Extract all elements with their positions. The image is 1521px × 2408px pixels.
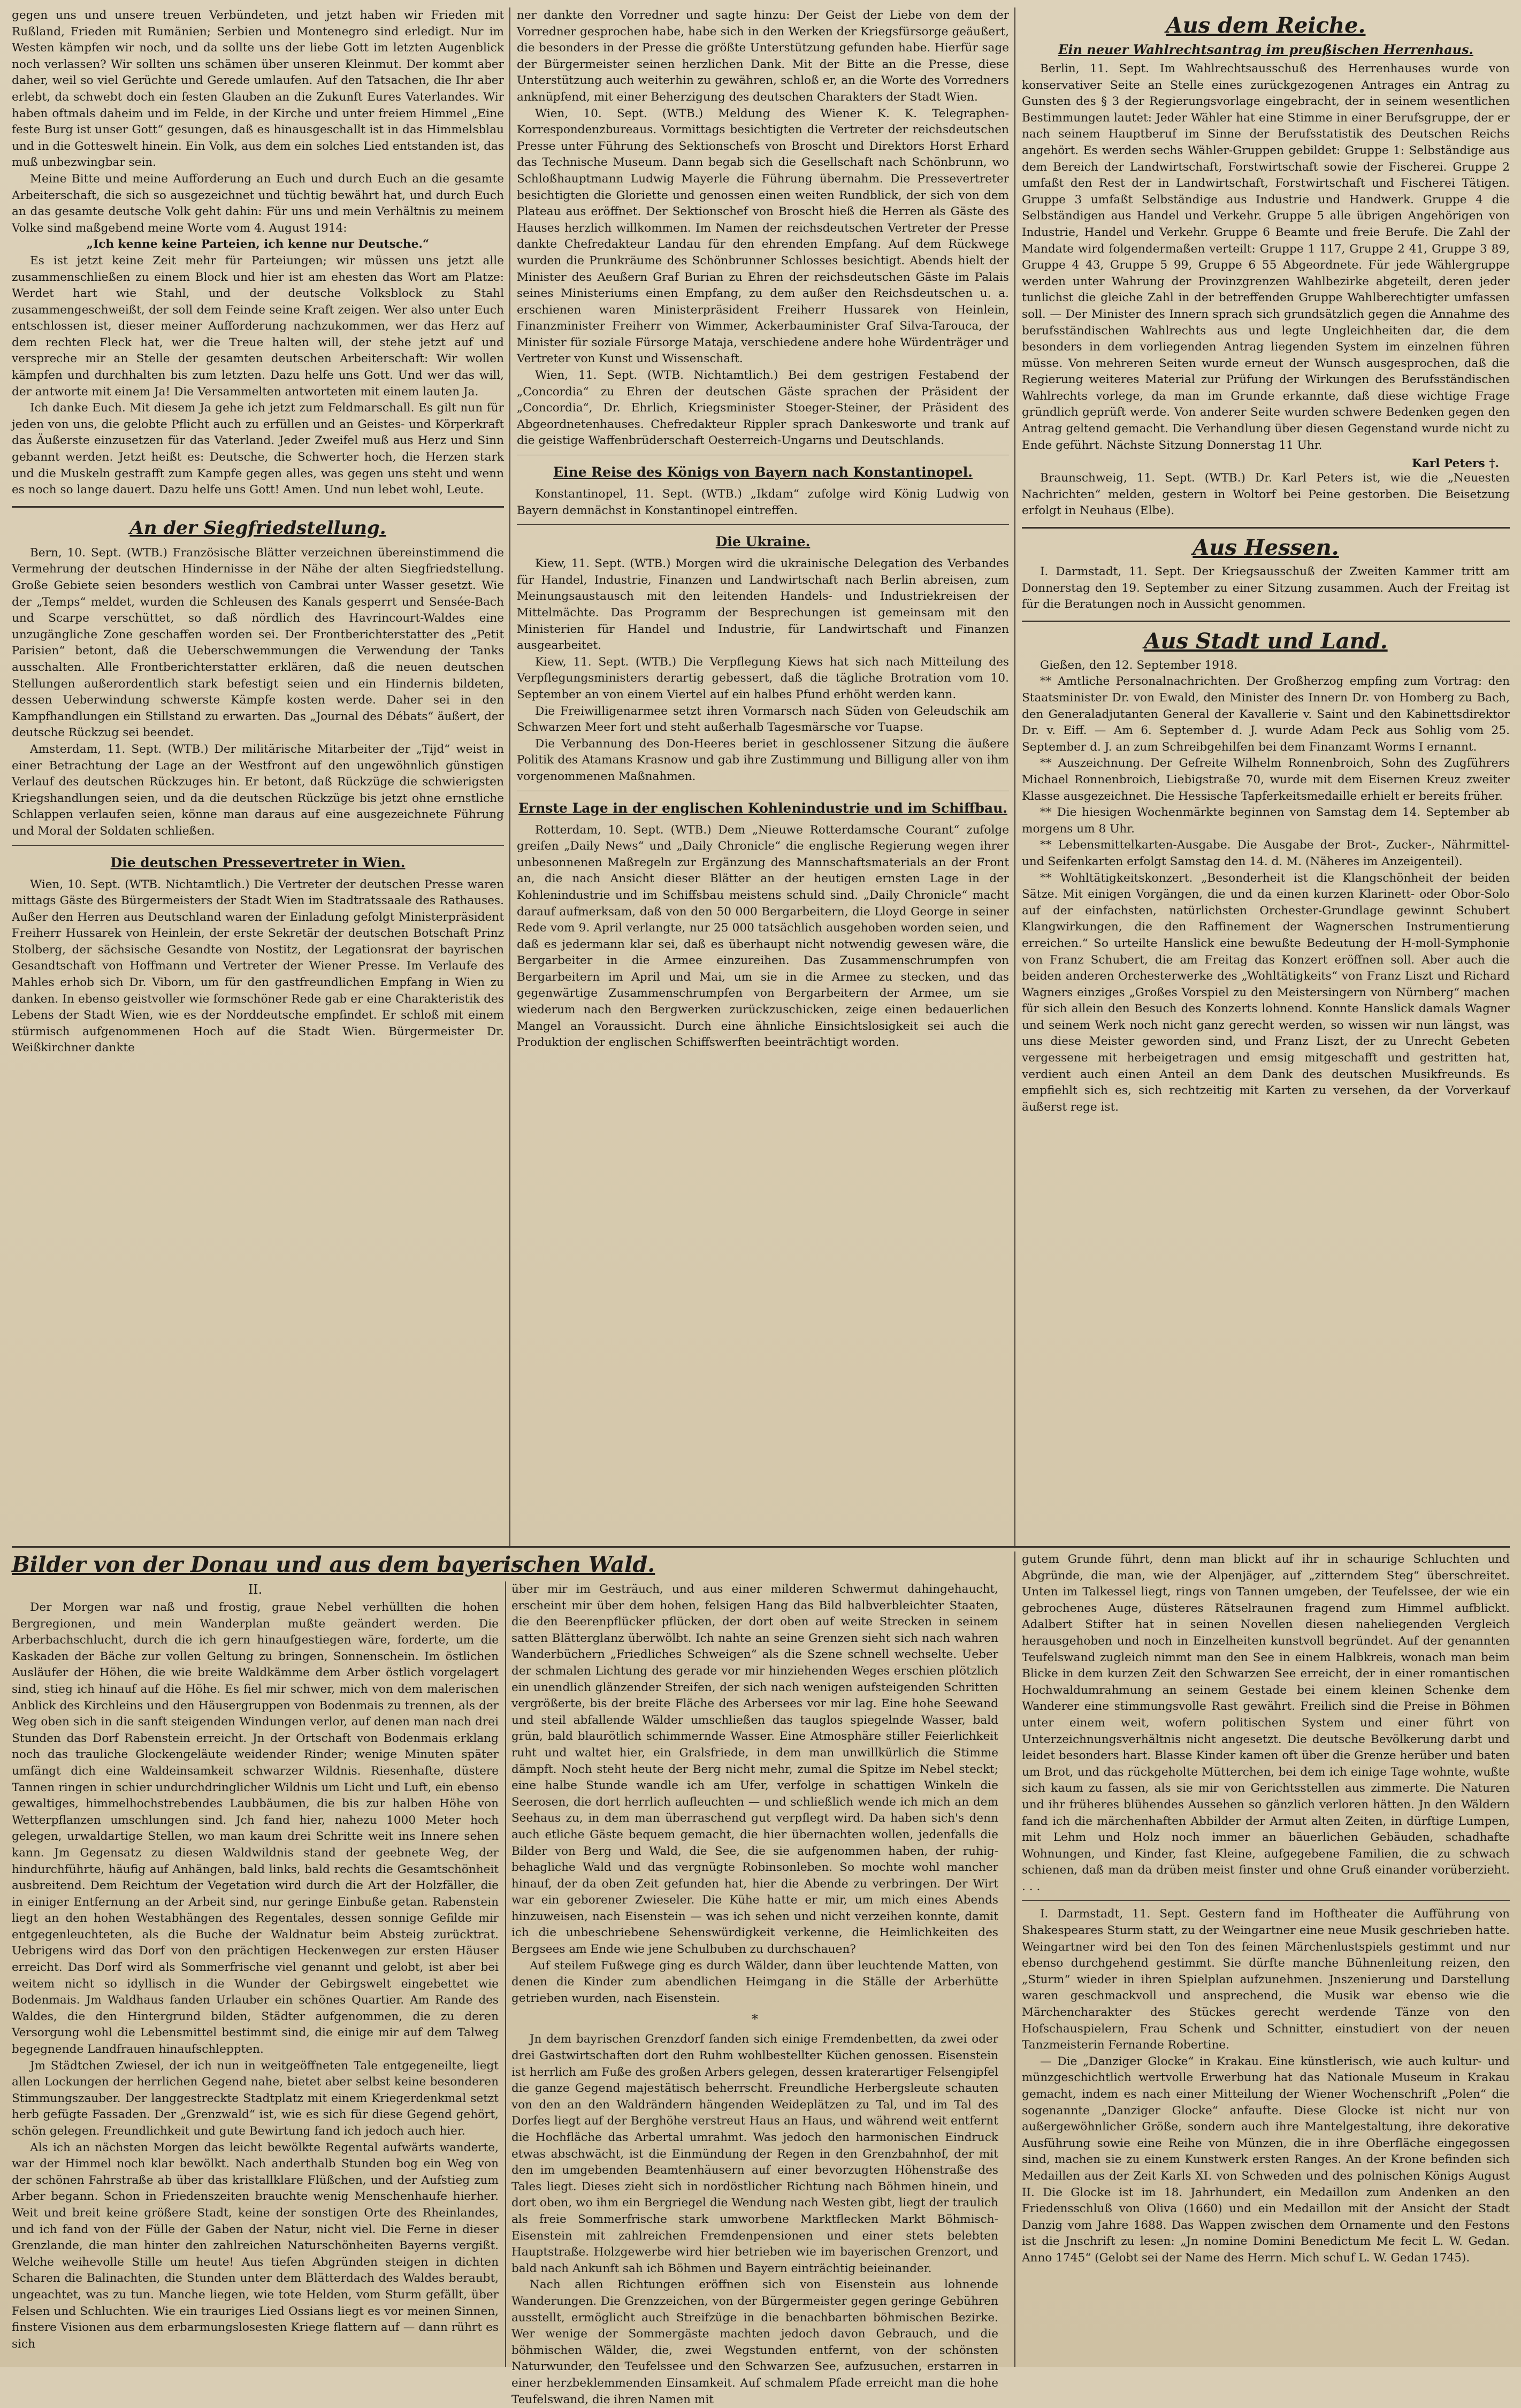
feuilleton-paragraph: gutem Grunde führt, denn man blickt auf ihr in schaurige Schluchten und Abgründe, die man, wie der Alpenjäger, auf „zitterndem Steg“ überschreitet. Unten im Talkessel liegt, rings von Tannen umgeben, der Teufelssee, der wie ein gebrochenes Auge, düsteres Rätselraunen fragend zum Himmel aufblickt. Adalbert Stifter hat in seinen Novellen diesen naheliegenden Vergleich herausgehoben und noch in Einzelheiten kunstvoll begründet. Auf der genannten Teufelswand zugleich nimmt man den See in einem Halbkreis, wonach man beim Blicke in dem kurzen Zeit den Schwarzen See erreicht, der in einer romantischen Hochwaldumrahmung an seinem Gestade bei einem kleinen Schenke dem Wanderer eine stimmungsvolle Rast gewährt. Freilich sind die Preise in Böhmen unter einem weit, wofern politischen System und einer führt von Unterzeichnungsverhältnis nicht angesetzt. Die deutsche Bevölkerung darbt und leidet besonders hart. Blasse Kinder kamen oft über die Grenze herüber und baten um Brot, und das rückgeholte Mütterchen, bei dem ich einige Tage wohnte, wußte sich kaum zu fassen, als sie mir von Gerichtsstellen aus zimmerte. Die Naturen und ihr früheres blühendes Aussehen so gänzlich verloren hätten. Jn den Wäldern fand ich die märchenhaften Abbilder der Armut alten Zeiten, in dürftige Lumpen, mit Lehm und Holz noch immer an bäuerlichen Gebäuden, schadhafte Wohnungen, und Kinder, fast Kleine, aufgegebene Familien, die zu schwach schienen, daß man da drüben meist finster und ohne Gruß einander vorüberzieht. . . . xyxy=(1022,1553,1510,1893)
article-paragraph: ** Wohltätigkeitskonzert. „Besonderheit ist die Klangschönheit der beiden Sätze. Mit einigen Vorgängen, die und da einen kurzen Klarinett- oder Obor-Solo auf der einfachsten, natürlichsten Orchester-Grundlage gewinnt Schubert Klangwirkungen, die den Raffinement der Wagnerschen Instrumentierung erreichen.“ So urteilte Hanslick eine bewußte Bedeutung der H-moll-Symphonie von Franz Schubert, die am Freitag das Konzert eröffnen soll. Aber auch die beiden anderen Orchesterwerke des „Wohltätigkeits“ von Franz Liszt und Richard Wagners einziges „Großes Vorspiel zu den Meistersingern von Nürnberg“ machen für sich allein den Besuch des Konzerts lohnend. Konnte Hanslick damals Wagner und seinem Werk noch nicht ganz gerecht werden, so wissen wir nun längst, was uns diese Meister geworden sind, und Franz Liszt, der zu Unrecht Gebeten vergessene mit herbeigetragen und emsig mitgeschafft und gestritten hat, verdient auch einen Anteil an dem Dank des deutschen Musikfreunds. Es empfiehlt sich es, sich rechtzeitig mit Karten zu versehen, da der Vorverkauf äußerst rege ist. xyxy=(1022,871,1510,1114)
feuilleton-paragraph: Als ich an nächsten Morgen das leicht bewölkte Regental aufwärts wanderte, war der Himmel noch klar bewölkt. Nach anderthalb Stunden bog ein Weg von der schönen Fahrstraße ab über das kristallklare Flüßchen, und der Aufstieg zum Arber begann. Schon in Friedenszeiten brauchte wenig Menschenhaufe hierher. Weit und breit keine größere Stadt, keine der sonstigen Orte des Rheinlandes, und ich fand von der Fülle der Gaben der Natur, nicht viel. Die Ferne in dieser Grenzlande, die man hinter den zahlreichen Naturschönheiten Bayerns vergißt. Welche weihevolle Stille um heute! Aus tiefen Abgründen steigen in dichten Scharen die Balinachten, die Stunden unter dem Blätterdach des Waldes beraubt, ungeachtet, was zu tun. Manche liegen, wie tote Helden, vom Sturm gefällt, über Felsen und Schluchten. Wie ein trauriges Lied Ossians liegt es vor meinen Sinnen, finstere Visionen aus dem erbarmungslosesten Kriege flattern auf — dann rührt es sich xyxy=(12,2141,499,2351)
feuilleton-paragraph: Der Morgen war naß und frostig, graue Nebel verhüllten die hohen Bergregionen, und mein Wanderplan mußte geändert werden. Die Arberbachschlucht, durch die ich gern hinaufgestiegen wäre, forderte, um die Kaskaden der Bäche zur vollen Geltung zu bringen, Sonnenschein. Im östlichen Ausläufer der Höhen, die wie breite Waldkämme dem Arber östlich vorgelagert sind, stieg ich hinauf auf die Höhe. Es fiel mir schwer, mich von dem malerischen Anblick des Kirchleins und den Häusergruppen von Bodenmais zu trennen, als der Weg oben sich in die sanft steigenden Windungen verlor, auf denen man nach drei Stunden das Dorf Rabenstein erreicht. Jn der Ortschaft von Bodenmais erklang noch das trauliche Glockengeläute weidender Rinder; wenige Minuten später umfängt dich eine Waldeinsamkeit schwarzer Wildnis. Riesenhafte, düstere Tannen ringen in schier undurchdringlicher Wildnis um Licht und Luft, ein ebenso gewaltiges, himmelhochstrebendes Laubbäumen, die bis zur halben Höhe von Wetterpflanzen umschlungen sind. Jch fand hier, nahezu 1000 Meter hoch gelegen, urwaldartige Stellen, wo man kaum drei Schritte weit ins Innere sehen kann. Jm Gegensatz zu diesen Waldwildnis stand der geebnete Weg, der hindurchführte, häufig auf Anhängen, bald links, bald rechts die Gesamtschönheit ausbreitend. Dem Reichtum der Vegetation wird durch die Art der Holzfäller, die in einiger Entfernung an der Arbeit sind, nur geringe Einbuße getan. Rabenstein liegt an den hohen Westabhängen des Regentales, dessen sonnige Gefilde mir entgegenleuchteten, als die Buche der Waldnatur beim Absteig zurücktrat. Uebrigens wird das Dorf von den prächtigen Heckenwegen zur ersten Häuser erreicht. Das Dorf wird als Sommerfrische viel genannt und gelobt, ist aber bei weitem nicht so idyllisch in die Wunder der Gebirgswelt eingebettet wie Bodenmais. Jm Waldhaus fanden Urlauber ein schönes Quartier. Am Rande des Waldes, die den Hintergrund bilden, Städter aufgenommen, die zu deren Versorgung wohl die Lebensmittel bestimmt sind, die einige mir auf dem Talweg begegnende Landfrauen hinaufschleppten. xyxy=(12,1601,499,2057)
feuilleton-column-1 xyxy=(12,1581,499,2367)
article-paragraph: ner dankte den Vorredner und sagte hinzu: Der Geist der Liebe von dem der Vorredner gesprochen habe, habe sich in den Werken der Kriegsfürsorge geäußert, die besonders in der Presse die größte Unterstützung gefunden habe. Hierfür sage der Bürgermeister seinen herzlichen Dank. Mit der Bitte an die Presse, diese Unterstützung auch weiterhin zu gewähren, schloß er, an die Worte des Vorredners anknüpfend, mit einer Beherzigung des deutschen Charakters der Stadt Wien. xyxy=(517,9,1009,104)
article-paragraph: — Die „Danziger Glocke“ in Krakau. Eine künstlerisch, wie auch kultur- und münzgeschichtlich wertvolle Erwerbung hat das Nationale Museum in Krakau gemacht, indem es nach einer Mitteilung der Wiener Wochenschrift „Polen“ die sogenannte „Danziger Glocke“ anfaufte. Diese Glocke ist nicht nur von außergewöhnlicher Größe, sondern auch ihre Mantelgestaltung, ihre dekorative Ausführung sowie eine Reihe von Münzen, die in ihre Oberfläche eingegossen sind, machen sie zu einem Kunstwerk ersten Ranges. An der Krone befinden sich Medaillen aus der Zeit Karls XI. von Schweden und des polnischen Königs August II. Die Glocke ist im 18. Jahrhundert, ein Medaillon zum Andenken an den Friedensschluß von Oliva (1660) und ein Medaillon mit der Ansicht der Stadt Danzig vom Jahre 1688. Das Wappen zwischen dem Ornamente und den Festons ist die Jnschrift zu lesen: „Jn nomine Domini Benedictum Me fecit L. W. Gedan. Anno 1745“ (Gelobt sei der Name des Herrn. Mich schuf L. W. Gedan 1745). xyxy=(1022,2054,1510,2265)
section-separator: * xyxy=(752,2012,758,2027)
headline-reise-koenig: Eine Reise des Königs von Bayern nach Konstantinopel. xyxy=(553,464,973,480)
feuilleton-paragraph: Auf steilem Fußwege ging es durch Wälder, dann über leuchtende Matten, von denen die Kinder zum abendlichen Heimgang in die Ställe der Arberhütte getrieben wurden, nach Eisenstein. xyxy=(511,1959,998,2005)
article-paragraph: Wien, 10. Sept. (WTB.) Meldung des Wiener K. K. Telegraphen-Korrespondenzbureaus. Vormittags besichtigten die Vertreter der reichsdeutschen Presse unter Führung des Sektionschefs von Broscht und Direktors Horst Erhard das Technische Museum. Dann begab sich die Gesellschaft nach Schönbrunn, wo Schloßhauptmann Ludwig Mayerle die Führung übernahm. Die Pressevertreter besichtigten die Gloriette und genossen einen weiten Rundblick, der sich von dem Plateau aus eröffnet. Der Sektionschef von Broscht hieß die Herren als Gäste des Hauses herzlich willkommen. Im Namen der reichsdeutschen Vertreter der Presse dankte Chefredakteur Landau für den ehrenden Empfang. Auf dem Rückwege wurden die Prunkräume des Schönbrunner Schlosses besichtigt. Abends hielt der Minister des Aeußern Graf Burian zu Ehren der reichsdeutschen Gäste im Palais seines Ministeriums einen Empfang, zu dem außer den Reichsdeutschen u. a. erschienen waren Ministerpräsident Freiherr Hussarek von Heinlein, Finanzminister Freiherr von Wimmer, Ackerbauminister Graf Silva-Tarouca, der Minister für soziale Fürsorge Mataja, verschiedene andere hohe Würdenträger und Vertreter von Kunst und Wissenschaft. xyxy=(517,106,1009,366)
article-paragraph: Berlin, 11. Sept. Im Wahlrechtsausschuß des Herrenhauses wurde von konservativer Seite an Stelle eines zurückgezogenen Antrages ein Antrag zu Gunsten des § 3 der Regierungsvorlage eingebracht, der in seinem wesentlichen Bestimmungen lautet: Jeder Wähler hat eine Stimme in einer Berufsgruppe, der er nach seinem Hauptberuf im Sinne der Berufsstatistik des Deutschen Reichs angehört. Es werden sechs Wähler-Gruppen gebildet: Gruppe 1: Selbständige aus dem Bereich der Landwirtschaft, Forstwirtschaft sowie der Fischerei. Gruppe 2 umfaßt den Rest der in Landwirtschaft, Forstwirtschaft und Fischerei Tätigen. Gruppe 3 umfaßt Selbständige aus Industrie und Handwerk. Gruppe 4 die Selbständigen aus Handel und Verkehr. Gruppe 5 alle übrigen Angehörigen von Industrie, Handel und Verkehr. Gruppe 6 Beamte und freie Berufe. Die Zahl der Mandate wird folgendermaßen verteilt: Gruppe 1 117, Gruppe 2 41, Gruppe 3 89, Gruppe 4 43, Gruppe 5 99, Gruppe 6 55 Abgeordnete. Für jede Wählergruppe werden unter Wahrung der Provinzgrenzen Wahlbezirke abgeteilt, deren jeder tunlichst die gleiche Zahl in der betreffenden Gruppe Wahlberechtigter umfassen soll. — Der Minister des Innern sprach sich grundsätzlich gegen die Annahme des berufsständischen Wahlrechts aus und legte Ungleichheiten dar, die dem besonders in dem vorliegenden Antrag liegenden System im einzelnen führen müsse. Von mehreren Seiten wurde erneut der Wunsch ausgesprochen, daß die Regierung weiteres Material zur Prüfung der Wirkungen des Berufsständischen Wahlrechts vorlege, da man im Grunde erkannte, daß diese wichtige Frage gründlich geprüft werde. Von anderer Seite wurden schwere Bedenken gegen den Antrag geltend gemacht. Die Verhandlung über diesen Gegenstand wurde nicht zu Ende geführt. Nächste Sitzung Donnerstag 11 Uhr. xyxy=(1022,62,1510,452)
headline-kohlenindustrie: Ernste Lage in der englischen Kohlenindustrie und im Schiffbau. xyxy=(518,800,1007,816)
feuilleton-headline: Bilder von der Donau und aus dem bayerischen Wald. xyxy=(12,1552,655,1577)
article-paragraph: Konstantinopel, 11. Sept. (WTB.) „Ikdam“ zufolge wird König Ludwig von Bayern demnächst in Konstantinopel eintreffen. xyxy=(517,487,1009,517)
section-title-hessen: Aus Hessen. xyxy=(1193,535,1339,561)
column-rule xyxy=(509,7,510,1548)
section-divider xyxy=(12,506,504,508)
feuilleton-paragraph: Nach allen Richtungen eröffnen sich von Eisenstein aus lohnende Wanderungen. Die Grenzzeichen, von der Bürgermeister gegen geringe Gebühren ausstellt, ermöglicht auch Streifzüge in die benachbarten böhmischen Bezirke. Wer wenige der Sommergäste machten jedoch davon Gebrauch, und die böhmischen Wälder, die, zwei Wegstunden entfernt, von der schönsten Naturwunder, den Teufelssee und den Schwarzen See, aufzusuchen, erstarren in einer herzbeklemmenden Einsamkeit. Auf schmalem Pfade erreicht man die hohe Teufelswand, die ihren Namen mit xyxy=(511,2278,998,2406)
part-number: II. xyxy=(248,1582,263,1597)
feuilleton-divider xyxy=(12,1546,1510,1548)
article-paragraph: Amsterdam, 11. Sept. (WTB.) Der militärische Mitarbeiter der „Tijd“ weist in einer Betrachtung der Lage an der Westfront auf den ungewöhnlich günstigen Verlauf des deutschen Rückzuges hin. Er betont, daß Rückzüge die schwierigsten Kriegshandlungen seien, und da die deutschen Rückzüge bis jetzt ohne ernstliche Schlappen verlaufen seien, könne man daraus auf eine ausgezeichnete Führung und Moral der Soldaten schließen. xyxy=(12,742,504,838)
article-paragraph: I. Darmstadt, 11. Sept. Der Kriegsausschuß der Zweiten Kammer tritt am Donnerstag den 19. September zu einer Sitzung zusammen. Auch der Freitag ist für die Beratungen noch in Aussicht genommen. xyxy=(1022,565,1510,611)
article-paragraph: Wien, 10. Sept. (WTB. Nichtamtlich.) Die Vertreter der deutschen Presse waren mittags Gäste des Bürgermeisters der Stadt Wien im Stadtratssaale des Rathauses. Außer den Herren aus Deutschland waren der Einladung gefolgt Ministerpräsident Freiherr Hussarek von Heinlein, der erste Sekretär der deutschen Botschaft Prinz Stolberg, der sächsische Gesandte von Nostitz, der Legationsrat der bayrischen Gesandtschaft von Hoffmann und Vertreter der Wiener Presse. Im Verlaufe des Mahles erhob sich Dr. Viborn, um für den gastfreundlichen Empfang in Wien zu danken. In ebenso geistvoller wie formschöner Rede gab er eine Charakteristik des Lebens der Stadt Wien, wie es der Norddeutsche empfindet. Er schloß mit einem stürmisch aufgenommenen Hoch auf die Stadt Wien. Bürgermeister Dr. Weißkirchner dankte xyxy=(12,877,504,1055)
article-paragraph: Kiew, 11. Sept. (WTB.) Die Verpflegung Kiews hat sich nach Mitteilung des Verpflegungsministers derartig gebessert, daß die tägliche Brotration vom 10. September an von einem Viertel auf ein halbes Pfund erhöht werden kann. xyxy=(517,655,1009,701)
feuilleton-column-2 xyxy=(511,1581,998,2406)
article-paragraph: gegen uns und unsere treuen Verbündeten, und jetzt haben wir Frieden mit Rußland, Frieden mit Rumänien; Serbien und Montenegro sind erledigt. Nur im Westen kämpfen wir noch, und da sollte uns der liebe Gott im letzten Augenblick noch verlassen? Wir sollten uns schämen über unseren Kleinmut. Der kommt aber daher, weil so viel Gerüchte und Gerede umlaufen. Auf den Tatsachen, die Ihr aber erlebt, da schwebt doch ein festen Glauben an die Zukunft Eures Vaterlandes. Wir haben oftmals daheim und im Felde, in der Kirche und unter freiem Himmel „Eine feste Burg ist unser Gott“ gesungen, daß es hinausgeschallt ist in das Himmelsblau und in die Gotteswelt hinein. Ein Volk, aus dem ein solches Lied entstanden ist, das muß unbezwingbar sein. xyxy=(12,9,504,170)
upper-section xyxy=(12,7,1510,1548)
article-paragraph: ** Auszeichnung. Der Gefreite Wilhelm Ronnenbroich, Sohn des Zugführers Michael Ronnenbroich, Liebigstraße 70, wurde mit dem Eisernen Kreuz zweiter Klasse ausgezeichnet. Die Hessische Tapferkeitsmedaille erhielt er bereits früher. xyxy=(1022,756,1510,803)
obituary-heading: Karl Peters †. xyxy=(1412,457,1499,471)
article-paragraph: ** Die hiesigen Wochenmärkte beginnen von Samstag dem 14. September ab morgens um 8 Uhr. xyxy=(1022,806,1510,836)
dateline: Gießen, den 12. September 1918. xyxy=(1040,658,1238,672)
quote-line: „Ich kenne keine Parteien, ich kenne nur Deutsche.“ xyxy=(86,238,430,251)
section-divider xyxy=(1022,1900,1510,1901)
feuilleton-paragraph: Jn dem bayrischen Grenzdorf fanden sich einige Fremdenbetten, da zwei oder drei Gastwirtschaften dort den Ruhm wohlbestellter Küchen genossen. Eisenstein ist herrlich am Fuße des großen Arbers gelegen, dessen kraterartiger Felsengipfel die ganze Gegend majestätisch beherrscht. Freundliche Herbergsleute schauten von den an den Waldrändern hängenden Weideplätzen zu Tal, und im Tal des Dorfes liegt auf der Berghöhe verstreut Haus an Haus, und während weit entfernt die Hochfläche das Arbertal umrahmt. Was jedoch den harmonischen Eindruck etwas abschwächt, ist die Einmündung der Regen in den Grenzbahnhof, der mit den im umgebenden Beamtenhäusern auf einer bevorzugten Höhenstraße des Tales liegt. Dieses zieht sich in nordöstlicher Richtung nach Böhmen hinein, und dort oben, wo ihm ein Bergriegel die Wendung nach Westen gibt, liegt der traulich als freie Sommerfrische stark umworbene Marktflecken Markt Böhmisch-Eisenstein mit zahlreichen Fremdenpensionen und einer stets belebten Hauptstraße. Holzgewerbe wird hier betrieben wie im bayerischen Grenzort, und bald nach Ankunft sah ich Böhmen und Bayern einträchtig beieinander. xyxy=(511,2032,998,2275)
article-paragraph: Meine Bitte und meine Aufforderung an Euch und durch Euch an die gesamte Arbeiterschaft, die sich so ausgezeichnet und tüchtig bewährt hat, und durch Euch an das gesamte deutsche Volk geht dahin: Für uns und mein Verhältnis zu meinem Volke sind maßgebend meine Worte vom 4. August 1914: xyxy=(12,172,504,235)
article-paragraph: ** Amtliche Personalnachrichten. Der Großherzog empfing zum Vortrag: den Staatsminister Dr. von Ewald, den Minister des Innern Dr. von Homberg zu Bach, den Generaladjutanten General der Kavallerie v. Saint und den Kabinettsdirektor Dr. v. Eiff. — Am 6. September d. J. wurde Adam Peck aus Sohlig vom 25. September d. J. an zum Schreibgehilfen bei dem Finanzamt Worms I ernannt. xyxy=(1022,675,1510,754)
article-paragraph: Wien, 11. Sept. (WTB. Nichtamtlich.) Bei dem gestrigen Festabend der „Concordia“ zu Ehren der deutschen Gäste sprachen der Präsident der „Concordia“, Dr. Ehrlich, Kriegsminister Stoeger-Steiner, der Präsident des Abgeordnetenhauses. Chefredakteur Rippler sprach Dankesworte und trank auf die geistige Waffenbrüderschaft Oesterreich-Ungarns und Deutschlands. xyxy=(517,369,1009,448)
section-divider xyxy=(517,524,1009,525)
article-paragraph: Die Freiwilligenarmee setzt ihren Vormarsch nach Süden von Geleudschik am Schwarzen Meer fort und steht außerhalb Tagesmärsche vor Tuapse. xyxy=(517,704,1009,735)
column-rule xyxy=(1014,7,1015,1548)
section-divider xyxy=(12,845,504,846)
section-title-stadt-land: Aus Stadt und Land. xyxy=(1144,628,1388,654)
feuilleton-paragraph: über mir im Gesträuch, und aus einer milderen Schwermut dahingehaucht, erscheint mir über dem hohen, felsigen Hang das Bild halbverbleichter Staaten, die den Beerenpflücker pflücken, der dort oben auf weite Strecken in seinem satten Blätterglanz überwölbt. Ich nahte an seine Grenzen sieht sich nach wahren Wanderbüchern „Friedliches Schweigen“ als die Szene schnell wechselte. Ueber der schmalen Lichtung des gerade vor mir hinziehenden Weges erschien plötzlich ein unendlich glänzender Streifen, der sich nach wenigen aufsteigenden Schritten vergrößerte, bis der breite Fläche des Arbersees vor mir lag. Eine hohe Seewand und steil abfallende Wälder umschließen das tauglos spiegelnde Wasser, bald grün, bald blaurötlich schimmernde Wasser. Eine Atmosphäre stiller Feierlichkeit ruht und waltet hier, ein Gralsfriede, in dem man unwillkürlich die Stimme dämpft. Noch steht heute der Berg nicht mehr, zumal die Spitze im Nebel steckt; eine halbe Stunde wandle ich am Ufer, verfolge in schattigen Winkeln die Seerosen, die dort herrlich aufleuchten — und schließlich wende ich mich an dem Seehaus zu, in dem man überraschend gut verpflegt wird. Da haben sich's denn auch etliche Gäste bequem gemacht, die hier übernachten wollen, jedenfalls die Bilder von Berg und Wald, die See, die sie aufgenommen haben, der ruhig-behagliche Wald und das vergnügte Robinsonleben. So mochte wohl mancher hinauf, der da oben Zeit gefunden hat, hier die Abende zu verbringen. Der Wirt war ein geborener Zwieseler. Die Kühe hatte er mir, um mich eines Abends hinzuweisen, nach Eisenstein — was ich sehen und nicht verzeihen konnte, damit ich die unbeschriebene Sehenswürdigkeit verkenne, die Heimlichkeiten des Bergsees am Ende wie jene Schulbuben zu durchschauen? xyxy=(511,1583,998,1956)
column-rule xyxy=(1014,1551,1015,2367)
article-paragraph: ** Lebensmittelkarten-Ausgabe. Die Ausgabe der Brot-, Zucker-, Nährmittel- und Seifenkarten erfolgt Samstag den 14. d. M. (Näheres im Anzeigenteil). xyxy=(1022,838,1510,868)
feuilleton-section xyxy=(12,1551,1510,2406)
column-middle xyxy=(517,7,1009,1548)
article-paragraph: Ich danke Euch. Mit diesem Ja gehe ich jetzt zum Feldmarschall. Es gilt nun für jeden von uns, die gelobte Pflicht auch zu erfüllen und an Geistes- und Körperkraft das Äußerste einzusetzen für das Vaterland. Jeder Zweifel muß aus Herz und Sinn gebannt werden. Jetzt heißt es: Deutsche, die Schwerter hoch, die Herzen stark und die Muskeln gestrafft zum Kampfe gegen alles, was gegen uns steht und wenn es noch so lange dauert. Dazu helfe uns Gott! Amen. Und nun lebet wohl, Leute. xyxy=(12,401,504,497)
article-paragraph: Kiew, 11. Sept. (WTB.) Morgen wird die ukrainische Delegation des Verbandes für Handel, Industrie, Finanzen und Landwirtschaft nach Berlin abreisen, zum Meinungsaustausch mit den leitenden Handels- und Industriekreisen der Mittelmächte. Das Programm der Besprechungen ist gemeinsam mit den Ministerien für Handel und Industrie, für Landwirtschaft und Finanzen ausgearbeitet. xyxy=(517,557,1009,653)
article-paragraph: Bern, 10. Sept. (WTB.) Französische Blätter verzeichnen übereinstimmend die Vermehrung der deutschen Hindernisse in der Nähe der alten Siegfriedstellung. Große Gebiete seien besonders westlich von Cambrai unter Wasser gesetzt. Wie der „Temps“ meldet, wurden die Schleusen des Kanals gesperrt und Sensée-Bach und Scarpe verschüttet, so daß nördlich des Havrincourt-Waldes eine unzugängliche Zone geschaffen worden sei. Der Frontberichterstatter des „Petit Parisien“ betont, daß die Ueberschwemmungen die Verwendung der Tanks ausschalten. Alle Frontberichterstatter erklären, daß die neuen deutschen Stellungen außerordentlich stark befestigt seien und ein Hindernis bildeten, dessen Ueberwindung schwerste Kämpfe kosten werde. Daher sei in den Kampfhandlungen ein Stillstand zu erwarten. Das „Journal des Débats“ äußert, der deutsche Rückzug sei beendet. xyxy=(12,546,504,740)
article-paragraph: Rotterdam, 10. Sept. (WTB.) Dem „Nieuwe Rotterdamsche Courant“ zufolge greifen „Daily News“ und „Daily Chronicle“ die englische Regierung wegen ihrer unbesonnenen Maßregeln zur Ergänzung des Mannschaftsmaterials an der Front an, die nach Ansicht dieser Blätter an der heutigen ernsten Lage in der Kohlenindustrie und im Schiffsbau meistens schuld sind. „Daily Chronicle“ macht darauf aufmerksam, daß von den 50 000 Bergarbeitern, die Lloyd George in seiner Rede vom 9. April verlangte, nur 25 000 tatsächlich ausgehoben worden seien, und daß es jedermann klar sei, daß es überhaupt nicht notwendig gewesen wäre, die Bergarbeiter in die Armee einzureihen. Das Zusammenschrumpfen von Bergarbeitern im April und Mai, um sie in die Armee zu stecken, und das gegenwärtige Zusammenschrumpfen von Bergarbeitern der Armee, um sie wiederum nach den Bergwerken zurückzuschicken, zeige einen bedauerlichen Mangel an Voraussicht. Durch eine ähnliche Einsichtslosigkeit sei auch die Produktion der englischen Schiffswerften beeinträchtigt worden. xyxy=(517,823,1009,1050)
article-paragraph: I. Darmstadt, 11. Sept. Gestern fand im Hoftheater die Aufführung von Shakespeares Sturm statt, zu der Weingartner eine neue Musik geschrieben hatte. Weingartner wird bei den Ton des feinen Märchenlustspiels gestimmt und nur ebenso durchgehend gestimmt. Sie dürfte manche Bühnenleitung reizen, den „Sturm“ wieder in ihren Spielplan aufzunehmen. Jnszenierung und Darstellung waren geschmackvoll und ansprechend, die Musik war ebenso wie die Märchencharakter des Stückes gerecht werdende Tänze von den Hofschauspielern, Frau Schenk und Schnitter, einstudiert von der neuen Tanzmeisterin Fernande Robertine. xyxy=(1022,1907,1510,2052)
headline-wahlrechtsantrag: Ein neuer Wahlrechtsantrag im preußischen Herrenhaus. xyxy=(1058,42,1473,57)
headline-siegfriedstellung: An der Siegfriedstellung. xyxy=(129,517,386,539)
headline-pressevertreter: Die deutschen Pressevertreter in Wien. xyxy=(110,854,406,870)
section-divider xyxy=(1022,527,1510,529)
section-title-reiche: Aus dem Reiche. xyxy=(1166,13,1366,38)
article-paragraph: Die Verbannung des Don-Heeres beriet in geschlossener Sitzung die äußere Politik des Atamans Krasnow und gab ihre Zustimmung und Billigung aller von ihm vorgenommenen Maßnahmen. xyxy=(517,737,1009,783)
column-right xyxy=(1022,7,1510,1548)
column-rule xyxy=(505,1581,506,2367)
headline-ukraine: Die Ukraine. xyxy=(715,534,811,550)
feuilleton-column-3 xyxy=(1022,1551,1510,2367)
feuilleton-paragraph: Jm Städtchen Zwiesel, der ich nun in weitgeöffneten Tale entgegeneilte, liegt allen Lockungen der herrlichen Gegend nahe, bietet aber selbst keine besonderen Stimmungszauber. Der langgestreckte Stadtplatz mit einem Kriegerdenkmal setzt herb gefügte Fassaden. Der „Grenzwald“ ist, wie es sich für diese Gegend gehört, schön gelegen. Freundlichkeit und gute Bewirtung fand ich jedoch auch hier. xyxy=(12,2059,499,2138)
section-divider xyxy=(1022,621,1510,622)
column-left xyxy=(12,7,504,1548)
article-paragraph: Braunschweig, 11. Sept. (WTB.) Dr. Karl Peters ist, wie die „Neuesten Nachrichten“ melden, gestern in Woltorf bei Peine gestorben. Die Beisetzung erfolgt in Neuhaus (Elbe). xyxy=(1022,471,1510,518)
article-paragraph: Es ist jetzt keine Zeit mehr für Parteiungen; wir müssen uns jetzt alle zusammenschließen zu einem Block und hier ist am ehesten das Wort am Platze: Werdet hart wie Stahl, und der deutsche Volksblock zu Stahl zusammengeschweißt, der soll dem Feinde seine Kraft zeigen. Wer also unter Euch entschlossen ist, dieser meiner Aufforderung nachzukommen, wer das Herz auf dem rechten Fleck hat, wer die Treue halten will, der stehe jetzt auf und verspreche mir an Stelle der gesamten deutschen Arbeiterschaft: Wir wollen kämpfen und durchhalten bis zum letzten. Dazu helfe uns Gott. Und wer das will, der antworte mit einem Ja! Die Versammelten antworteten mit einem lauten Ja. xyxy=(12,254,504,399)
